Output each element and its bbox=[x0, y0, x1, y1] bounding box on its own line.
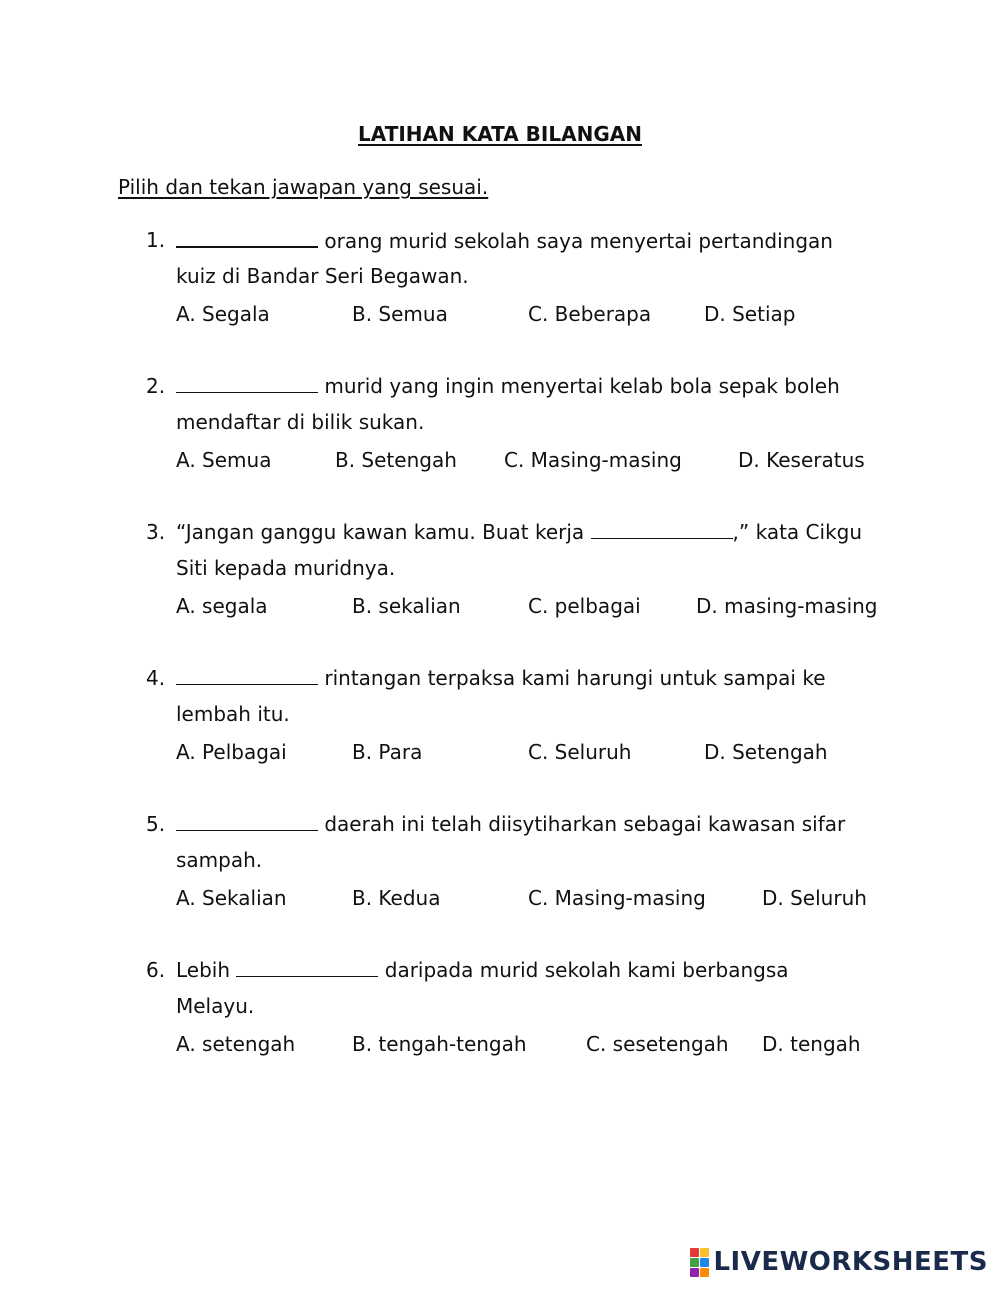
question-line-2: lembah itu. bbox=[176, 702, 290, 726]
answer-blank[interactable] bbox=[176, 812, 318, 831]
liveworksheets-icon bbox=[690, 1248, 709, 1277]
option-b[interactable]: B. Semua bbox=[352, 302, 448, 326]
option-b[interactable]: B. tengah-tengah bbox=[352, 1032, 527, 1056]
option-c[interactable]: C. Masing-masing bbox=[528, 886, 706, 910]
option-c[interactable]: C. pelbagai bbox=[528, 594, 641, 618]
question-line-2: Melayu. bbox=[176, 994, 255, 1018]
question-number: 2. bbox=[146, 374, 166, 398]
instruction-text: Pilih dan tekan jawapan yang sesuai. bbox=[118, 175, 489, 199]
logo-swatch bbox=[700, 1248, 709, 1257]
option-a[interactable]: A. setengah bbox=[176, 1032, 296, 1056]
option-c[interactable]: C. Seluruh bbox=[528, 740, 632, 764]
answer-blank[interactable] bbox=[591, 520, 733, 539]
option-a[interactable]: A. Segala bbox=[176, 302, 270, 326]
question-number: 6. bbox=[146, 958, 166, 982]
liveworksheets-logo bbox=[690, 1247, 988, 1277]
answer-blank[interactable] bbox=[176, 374, 318, 393]
worksheet-title: LATIHAN KATA BILANGAN bbox=[358, 122, 642, 146]
question-line-2: Siti kepada muridnya. bbox=[176, 556, 396, 580]
option-d[interactable]: D. Keseratus bbox=[738, 448, 865, 472]
option-c[interactable]: C. Beberapa bbox=[528, 302, 652, 326]
logo-swatch bbox=[690, 1248, 699, 1257]
logo-swatch bbox=[690, 1268, 699, 1277]
question-line-1: murid yang ingin menyertai kelab bola sepak boleh bbox=[176, 374, 840, 398]
question-number: 1. bbox=[146, 228, 166, 252]
option-c[interactable]: C. sesetengah bbox=[586, 1032, 729, 1056]
question-number: 3. bbox=[146, 520, 166, 544]
question-number: 5. bbox=[146, 812, 166, 836]
option-d[interactable]: D. Setiap bbox=[704, 302, 796, 326]
option-c[interactable]: C. Masing-masing bbox=[504, 448, 682, 472]
option-a[interactable]: A. Sekalian bbox=[176, 886, 287, 910]
option-b[interactable]: B. Kedua bbox=[352, 886, 441, 910]
question-line-1: daerah ini telah diisytiharkan sebagai kawasan sifar bbox=[176, 812, 845, 836]
option-a[interactable]: A. segala bbox=[176, 594, 268, 618]
logo-swatch bbox=[700, 1268, 709, 1277]
question-line-1: rintangan terpaksa kami harungi untuk sampai ke bbox=[176, 666, 826, 690]
question-line-2: mendaftar di bilik sukan. bbox=[176, 410, 425, 434]
question-number: 4. bbox=[146, 666, 166, 690]
option-b[interactable]: B. Setengah bbox=[335, 448, 457, 472]
option-d[interactable]: D. Seluruh bbox=[762, 886, 867, 910]
question-line-1: Lebih daripada murid sekolah kami berbangsa bbox=[176, 958, 789, 982]
logo-swatch bbox=[700, 1258, 709, 1267]
answer-blank[interactable] bbox=[176, 666, 318, 685]
question-line-2: kuiz di Bandar Seri Begawan. bbox=[176, 264, 469, 288]
logo-swatch bbox=[690, 1258, 699, 1267]
answer-blank[interactable] bbox=[236, 958, 378, 977]
option-d[interactable]: D. Setengah bbox=[704, 740, 828, 764]
question-line-1: orang murid sekolah saya menyertai pertandingan bbox=[176, 228, 833, 253]
option-a[interactable]: A. Semua bbox=[176, 448, 272, 472]
option-b[interactable]: B. Para bbox=[352, 740, 423, 764]
liveworksheets-logo-text: LIVEWORKSHEETS bbox=[713, 1247, 988, 1277]
question-line-2: sampah. bbox=[176, 848, 263, 872]
option-a[interactable]: A. Pelbagai bbox=[176, 740, 287, 764]
answer-blank[interactable] bbox=[176, 228, 318, 248]
option-d[interactable]: D. tengah bbox=[762, 1032, 861, 1056]
option-b[interactable]: B. sekalian bbox=[352, 594, 461, 618]
option-d[interactable]: D. masing-masing bbox=[696, 594, 878, 618]
question-line-1: “Jangan ganggu kawan kamu. Buat kerja ,” kata Cikgu bbox=[176, 520, 863, 544]
